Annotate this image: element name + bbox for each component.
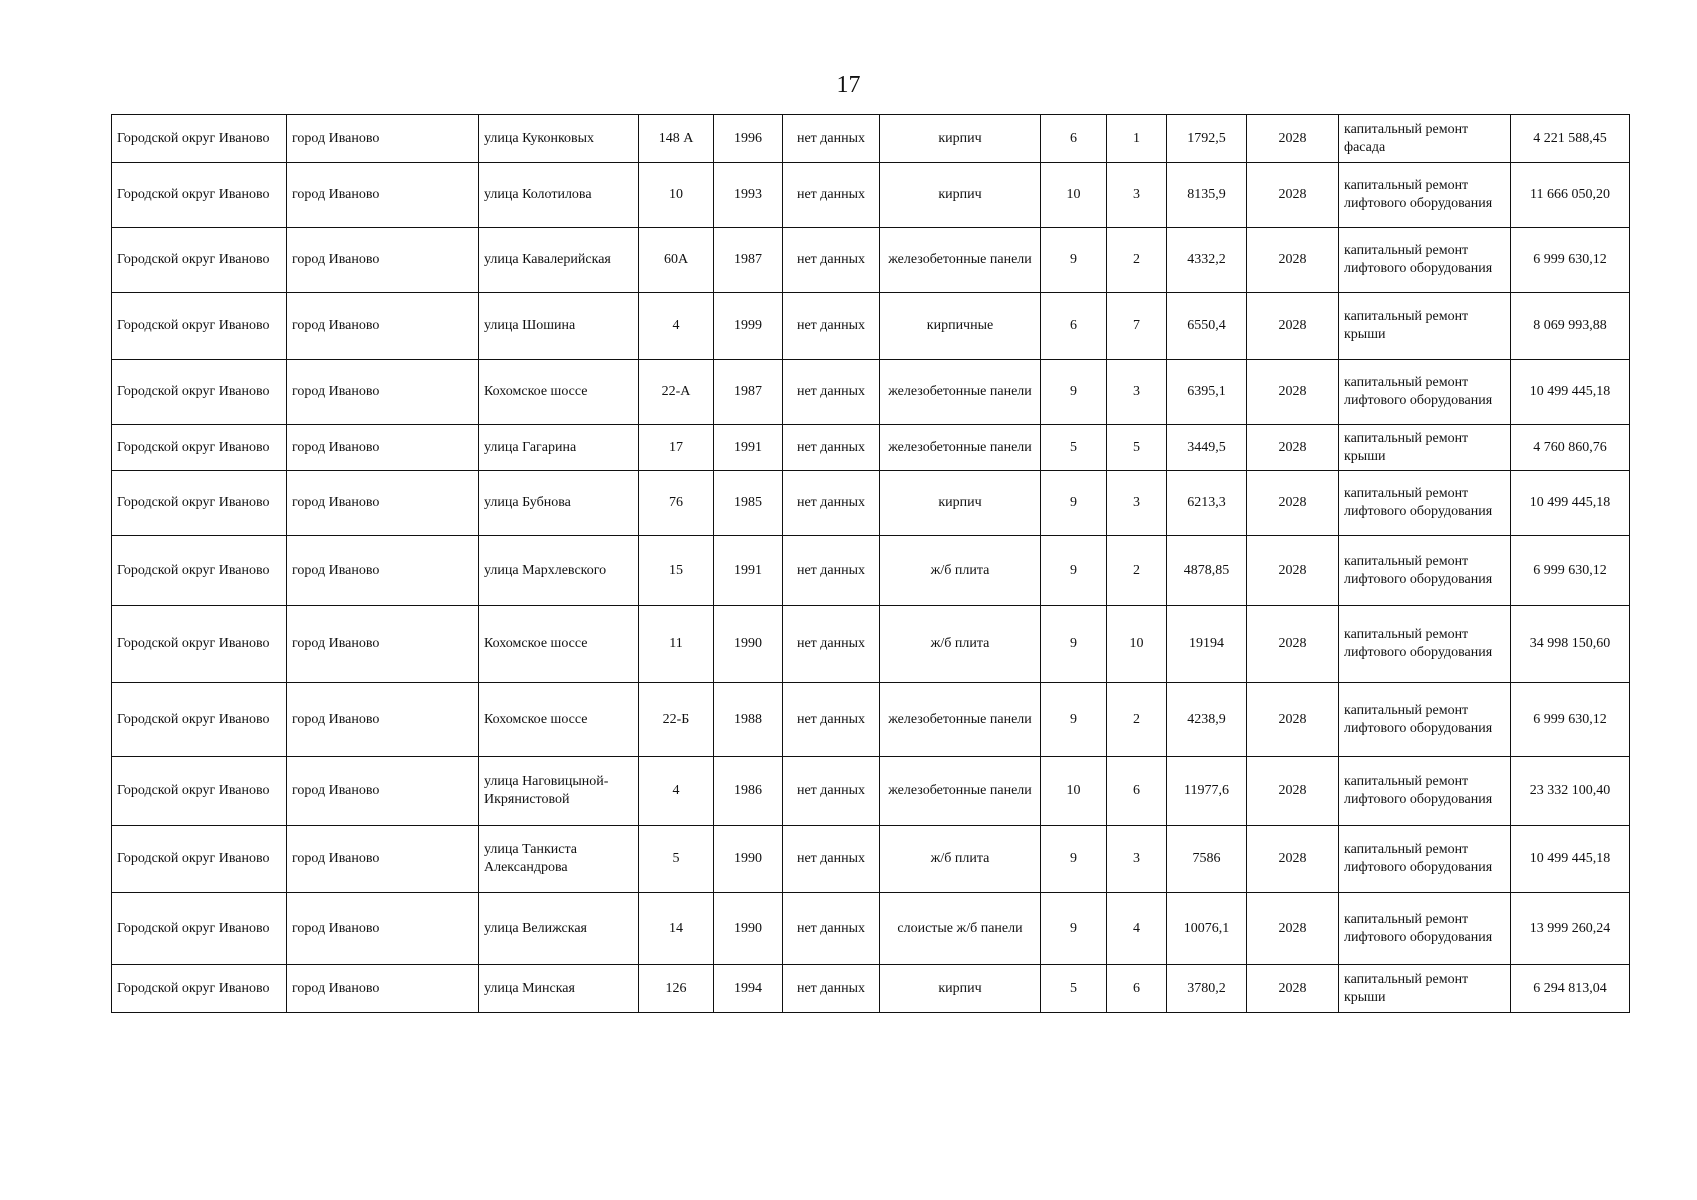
municipality-cell: Городской округ Иваново — [112, 425, 287, 471]
work-type-cell: капитальный ремонт лифтового оборудования — [1339, 757, 1511, 826]
status-cell: нет данных — [783, 360, 880, 425]
settlement-cell: город Иваново — [287, 893, 479, 965]
street-cell: улица Мархлевского — [479, 536, 639, 606]
status-cell: нет данных — [783, 757, 880, 826]
area-cell: 4878,85 — [1167, 536, 1247, 606]
year-built-cell: 1987 — [714, 360, 783, 425]
status-cell: нет данных — [783, 893, 880, 965]
area-cell: 19194 — [1167, 606, 1247, 683]
house-number-cell: 4 — [639, 757, 714, 826]
area-cell: 4238,9 — [1167, 683, 1247, 757]
year-built-cell: 1990 — [714, 893, 783, 965]
house-number-cell: 14 — [639, 893, 714, 965]
status-cell: нет данных — [783, 965, 880, 1013]
entrances-cell: 2 — [1107, 683, 1167, 757]
year-built-cell: 1994 — [714, 965, 783, 1013]
floors-cell: 5 — [1041, 425, 1107, 471]
cost-cell: 10 499 445,18 — [1511, 360, 1630, 425]
year-built-cell: 1985 — [714, 471, 783, 536]
entrances-cell: 6 — [1107, 965, 1167, 1013]
work-type-cell: капитальный ремонт лифтового оборудования — [1339, 163, 1511, 228]
year-built-cell: 1993 — [714, 163, 783, 228]
settlement-cell: город Иваново — [287, 228, 479, 293]
cost-cell: 10 499 445,18 — [1511, 826, 1630, 893]
status-cell: нет данных — [783, 293, 880, 360]
entrances-cell: 10 — [1107, 606, 1167, 683]
municipality-cell: Городской округ Иваново — [112, 293, 287, 360]
house-number-cell: 11 — [639, 606, 714, 683]
floors-cell: 9 — [1041, 360, 1107, 425]
cost-cell: 6 999 630,12 — [1511, 228, 1630, 293]
houses-table — [111, 114, 1630, 1013]
wall-material-cell: кирпич — [880, 471, 1041, 536]
cost-cell: 4 221 588,45 — [1511, 115, 1630, 163]
status-cell: нет данных — [783, 471, 880, 536]
wall-material-cell: кирпичные — [880, 293, 1041, 360]
entrances-cell: 5 — [1107, 425, 1167, 471]
floors-cell: 10 — [1041, 163, 1107, 228]
area-cell: 10076,1 — [1167, 893, 1247, 965]
settlement-cell: город Иваново — [287, 757, 479, 826]
work-type-cell: капитальный ремонт лифтового оборудования — [1339, 606, 1511, 683]
street-cell: улица Наговицыной-Икрянистовой — [479, 757, 639, 826]
wall-material-cell: ж/б плита — [880, 826, 1041, 893]
street-cell: Кохомское шоссе — [479, 683, 639, 757]
settlement-cell: город Иваново — [287, 536, 479, 606]
area-cell: 4332,2 — [1167, 228, 1247, 293]
street-cell: улица Бубнова — [479, 471, 639, 536]
repair-year-cell: 2028 — [1247, 536, 1339, 606]
year-built-cell: 1990 — [714, 826, 783, 893]
house-number-cell: 22-А — [639, 360, 714, 425]
house-number-cell: 148 А — [639, 115, 714, 163]
wall-material-cell: железобетонные панели — [880, 360, 1041, 425]
table-row — [112, 606, 1630, 683]
cost-cell: 13 999 260,24 — [1511, 893, 1630, 965]
municipality-cell: Городской округ Иваново — [112, 228, 287, 293]
status-cell: нет данных — [783, 115, 880, 163]
cost-cell: 10 499 445,18 — [1511, 471, 1630, 536]
year-built-cell: 1986 — [714, 757, 783, 826]
cost-cell: 6 999 630,12 — [1511, 536, 1630, 606]
municipality-cell: Городской округ Иваново — [112, 115, 287, 163]
table-row — [112, 425, 1630, 471]
repair-year-cell: 2028 — [1247, 228, 1339, 293]
floors-cell: 6 — [1041, 293, 1107, 360]
street-cell: улица Шошина — [479, 293, 639, 360]
floors-cell: 6 — [1041, 115, 1107, 163]
floors-cell: 9 — [1041, 536, 1107, 606]
work-type-cell: капитальный ремонт крыши — [1339, 293, 1511, 360]
year-built-cell: 1988 — [714, 683, 783, 757]
repair-year-cell: 2028 — [1247, 163, 1339, 228]
floors-cell: 9 — [1041, 228, 1107, 293]
floors-cell: 9 — [1041, 683, 1107, 757]
repair-year-cell: 2028 — [1247, 757, 1339, 826]
settlement-cell: город Иваново — [287, 115, 479, 163]
settlement-cell: город Иваново — [287, 683, 479, 757]
entrances-cell: 2 — [1107, 536, 1167, 606]
area-cell: 11977,6 — [1167, 757, 1247, 826]
table-row — [112, 893, 1630, 965]
repair-year-cell: 2028 — [1247, 965, 1339, 1013]
repair-year-cell: 2028 — [1247, 293, 1339, 360]
work-type-cell: капитальный ремонт лифтового оборудования — [1339, 536, 1511, 606]
work-type-cell: капитальный ремонт фасада — [1339, 115, 1511, 163]
entrances-cell: 3 — [1107, 163, 1167, 228]
work-type-cell: капитальный ремонт лифтового оборудования — [1339, 471, 1511, 536]
wall-material-cell: кирпич — [880, 115, 1041, 163]
table-row — [112, 826, 1630, 893]
municipality-cell: Городской округ Иваново — [112, 757, 287, 826]
municipality-cell: Городской округ Иваново — [112, 163, 287, 228]
table-row — [112, 471, 1630, 536]
entrances-cell: 4 — [1107, 893, 1167, 965]
repair-year-cell: 2028 — [1247, 471, 1339, 536]
status-cell: нет данных — [783, 425, 880, 471]
street-cell: улица Танкиста Александрова — [479, 826, 639, 893]
entrances-cell: 1 — [1107, 115, 1167, 163]
municipality-cell: Городской округ Иваново — [112, 536, 287, 606]
settlement-cell: город Иваново — [287, 471, 479, 536]
municipality-cell: Городской округ Иваново — [112, 965, 287, 1013]
street-cell: улица Кавалерийская — [479, 228, 639, 293]
entrances-cell: 3 — [1107, 360, 1167, 425]
floors-cell: 10 — [1041, 757, 1107, 826]
settlement-cell: город Иваново — [287, 965, 479, 1013]
street-cell: улица Велижская — [479, 893, 639, 965]
year-built-cell: 1991 — [714, 536, 783, 606]
work-type-cell: капитальный ремонт крыши — [1339, 425, 1511, 471]
table-row — [112, 536, 1630, 606]
year-built-cell: 1999 — [714, 293, 783, 360]
floors-cell: 9 — [1041, 606, 1107, 683]
settlement-cell: город Иваново — [287, 360, 479, 425]
table-row — [112, 228, 1630, 293]
table-row — [112, 965, 1630, 1013]
repair-year-cell: 2028 — [1247, 115, 1339, 163]
house-number-cell: 60А — [639, 228, 714, 293]
street-cell: улица Минская — [479, 965, 639, 1013]
status-cell: нет данных — [783, 826, 880, 893]
work-type-cell: капитальный ремонт лифтового оборудования — [1339, 360, 1511, 425]
wall-material-cell: слоистые ж/б панели — [880, 893, 1041, 965]
house-number-cell: 15 — [639, 536, 714, 606]
entrances-cell: 2 — [1107, 228, 1167, 293]
table-row — [112, 163, 1630, 228]
area-cell: 6395,1 — [1167, 360, 1247, 425]
municipality-cell: Городской округ Иваново — [112, 826, 287, 893]
wall-material-cell: железобетонные панели — [880, 425, 1041, 471]
table-row — [112, 360, 1630, 425]
settlement-cell: город Иваново — [287, 163, 479, 228]
work-type-cell: капитальный ремонт лифтового оборудования — [1339, 826, 1511, 893]
area-cell: 3780,2 — [1167, 965, 1247, 1013]
wall-material-cell: железобетонные панели — [880, 228, 1041, 293]
page-number: 17 — [836, 72, 861, 98]
entrances-cell: 7 — [1107, 293, 1167, 360]
municipality-cell: Городской округ Иваново — [112, 360, 287, 425]
year-built-cell: 1991 — [714, 425, 783, 471]
status-cell: нет данных — [783, 606, 880, 683]
table-row — [112, 293, 1630, 360]
house-number-cell: 5 — [639, 826, 714, 893]
year-built-cell: 1990 — [714, 606, 783, 683]
house-number-cell: 10 — [639, 163, 714, 228]
area-cell: 6213,3 — [1167, 471, 1247, 536]
area-cell: 8135,9 — [1167, 163, 1247, 228]
table-body — [112, 115, 1630, 1013]
house-number-cell: 126 — [639, 965, 714, 1013]
cost-cell: 34 998 150,60 — [1511, 606, 1630, 683]
repair-year-cell: 2028 — [1247, 425, 1339, 471]
wall-material-cell: железобетонные панели — [880, 757, 1041, 826]
status-cell: нет данных — [783, 228, 880, 293]
area-cell: 6550,4 — [1167, 293, 1247, 360]
settlement-cell: город Иваново — [287, 425, 479, 471]
street-cell: Кохомское шоссе — [479, 360, 639, 425]
status-cell: нет данных — [783, 536, 880, 606]
repair-year-cell: 2028 — [1247, 683, 1339, 757]
wall-material-cell: кирпич — [880, 163, 1041, 228]
work-type-cell: капитальный ремонт лифтового оборудования — [1339, 683, 1511, 757]
status-cell: нет данных — [783, 163, 880, 228]
area-cell: 7586 — [1167, 826, 1247, 893]
table-row — [112, 683, 1630, 757]
house-number-cell: 4 — [639, 293, 714, 360]
settlement-cell: город Иваново — [287, 293, 479, 360]
work-type-cell: капитальный ремонт лифтового оборудования — [1339, 228, 1511, 293]
cost-cell: 8 069 993,88 — [1511, 293, 1630, 360]
area-cell: 3449,5 — [1167, 425, 1247, 471]
wall-material-cell: ж/б плита — [880, 536, 1041, 606]
repair-year-cell: 2028 — [1247, 893, 1339, 965]
work-type-cell: капитальный ремонт крыши — [1339, 965, 1511, 1013]
street-cell: улица Куконковых — [479, 115, 639, 163]
repair-year-cell: 2028 — [1247, 826, 1339, 893]
wall-material-cell: железобетонные панели — [880, 683, 1041, 757]
work-type-cell: капитальный ремонт лифтового оборудования — [1339, 893, 1511, 965]
municipality-cell: Городской округ Иваново — [112, 606, 287, 683]
entrances-cell: 3 — [1107, 471, 1167, 536]
settlement-cell: город Иваново — [287, 826, 479, 893]
floors-cell: 9 — [1041, 471, 1107, 536]
wall-material-cell: ж/б плита — [880, 606, 1041, 683]
municipality-cell: Городской округ Иваново — [112, 893, 287, 965]
floors-cell: 9 — [1041, 893, 1107, 965]
status-cell: нет данных — [783, 683, 880, 757]
house-number-cell: 17 — [639, 425, 714, 471]
repair-year-cell: 2028 — [1247, 606, 1339, 683]
floors-cell: 9 — [1041, 826, 1107, 893]
settlement-cell: город Иваново — [287, 606, 479, 683]
cost-cell: 11 666 050,20 — [1511, 163, 1630, 228]
year-built-cell: 1996 — [714, 115, 783, 163]
municipality-cell: Городской округ Иваново — [112, 683, 287, 757]
house-number-cell: 22-Б — [639, 683, 714, 757]
year-built-cell: 1987 — [714, 228, 783, 293]
entrances-cell: 3 — [1107, 826, 1167, 893]
table-row — [112, 757, 1630, 826]
cost-cell: 23 332 100,40 — [1511, 757, 1630, 826]
cost-cell: 4 760 860,76 — [1511, 425, 1630, 471]
repair-year-cell: 2028 — [1247, 360, 1339, 425]
municipality-cell: Городской округ Иваново — [112, 471, 287, 536]
cost-cell: 6 999 630,12 — [1511, 683, 1630, 757]
house-number-cell: 76 — [639, 471, 714, 536]
area-cell: 1792,5 — [1167, 115, 1247, 163]
street-cell: улица Гагарина — [479, 425, 639, 471]
street-cell: улица Колотилова — [479, 163, 639, 228]
table-row — [112, 115, 1630, 163]
cost-cell: 6 294 813,04 — [1511, 965, 1630, 1013]
floors-cell: 5 — [1041, 965, 1107, 1013]
street-cell: Кохомское шоссе — [479, 606, 639, 683]
wall-material-cell: кирпич — [880, 965, 1041, 1013]
entrances-cell: 6 — [1107, 757, 1167, 826]
